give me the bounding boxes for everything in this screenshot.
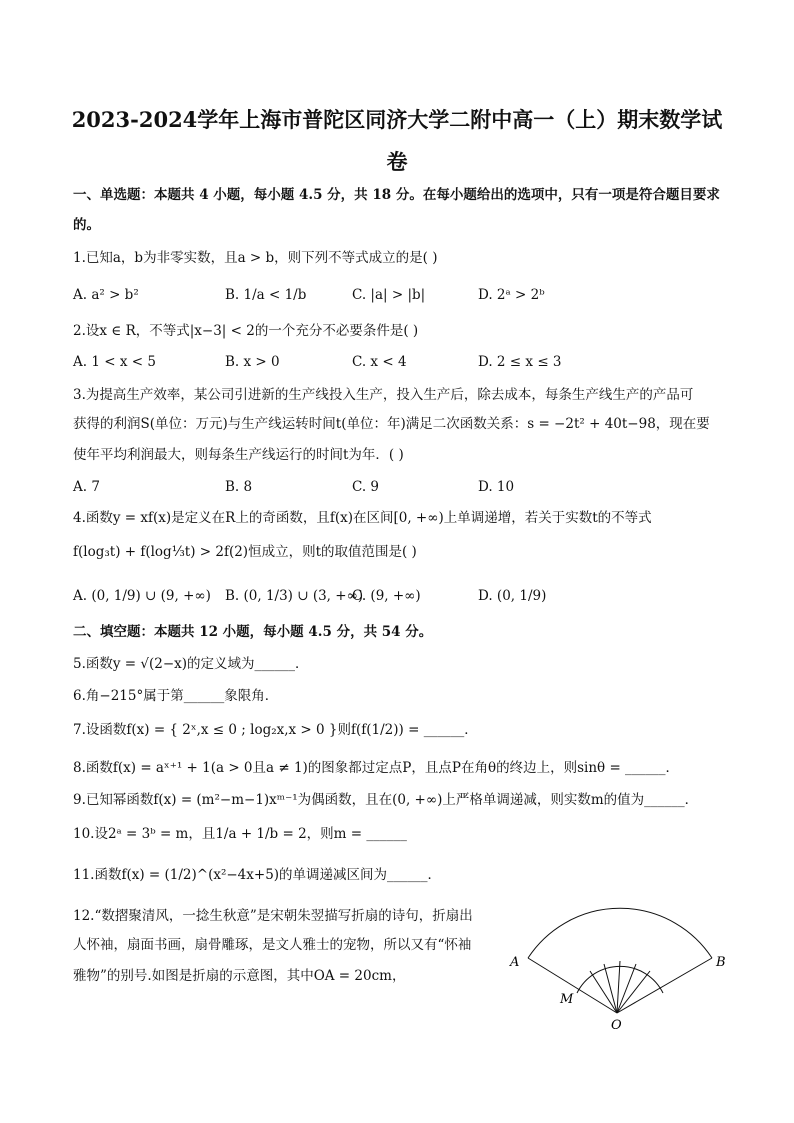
q4-option-a: A. (0, 1/9) ∪ (9, +∞): [73, 588, 211, 604]
q4-option-c: C. (9, +∞): [352, 588, 421, 604]
q12-line2: 人怀袖，扇面书画，扇骨雕琢，是文人雅士的宠物，所以又有“怀袖: [73, 937, 472, 953]
fan-outer-arc: [528, 908, 712, 958]
fan-inner-arc: [577, 966, 663, 993]
q1-option-c: C. |a| > |b|: [352, 287, 426, 303]
q2-stem: 2.设x ∈ R，不等式|x−3| < 2的一个充分不必要条件是( ): [73, 323, 419, 339]
q3-option-c: C. 9: [352, 479, 380, 495]
q4-option-b: B. (0, 1/3) ∪ (3, +∞): [225, 588, 364, 604]
q7: 7.设函数f(x) = { 2ˣ,x ≤ 0 ; log₂x,x > 0 }则f(f(1/2)) = ______．: [73, 722, 478, 738]
q3-option-d: D. 10: [478, 479, 515, 495]
fan-label-m: M: [560, 992, 574, 1007]
q2-option-c: C. x < 4: [352, 354, 407, 370]
q2-option-a: A. 1 < x < 5: [73, 354, 156, 370]
q2-option-b: B. x > 0: [225, 354, 280, 370]
section2-header: 二、填空题：本题共 12 小题，每小题 4.5 分，共 54 分。: [73, 624, 433, 640]
section1-header-cont: 的。: [73, 217, 100, 233]
exam-title-line1: 2023-2024学年上海市普陀区同济大学二附中高一（上）期末数学试: [71, 107, 723, 132]
q3-line2: 获得的利润S(单位：万元)与生产线运转时间t(单位：年)满足二次函数关系：s = −2t² + 40t−98，现在要: [73, 416, 710, 432]
fan-rib: [590, 971, 617, 1013]
fan-label-b: B: [716, 955, 726, 970]
folding-fan-figure: [500, 893, 740, 1033]
q10: 10.设2ᵃ = 3ᵇ = m，且1/a + 1/b = 2，则m = ______: [73, 826, 407, 842]
q4-option-d: D. (0, 1/9): [478, 588, 547, 604]
q3-line1: 3.为提高生产效率，某公司引进新的生产线投入生产，投入生产后，除去成本，每条生产线生产的产品可: [73, 387, 694, 403]
q12-line3: 雅物”的别号.如图是折扇的示意图，其中OA = 20cm，: [73, 968, 406, 984]
q6: 6.角−215°属于第______象限角．: [73, 688, 279, 704]
q1-option-d: D. 2ᵃ > 2ᵇ: [478, 287, 545, 303]
q4-line1: 4.函数y = xf(x)是定义在R上的奇函数，且f(x)在区间[0, +∞)上单调递增，若关于实数t的不等式: [73, 510, 652, 526]
q9: 9.已知幂函数f(x) = (m²−m−1)xᵐ⁻¹为偶函数，且在(0, +∞)上严格单调递减，则实数m的值为______．: [73, 792, 699, 808]
q1-option-b: B. 1/a < 1/b: [225, 287, 307, 303]
q1-option-a: A. a² > b²: [73, 287, 139, 303]
q3-option-b: B. 8: [225, 479, 253, 495]
fan-rib: [617, 971, 650, 1013]
q2-option-d: D. 2 ≤ x ≤ 3: [478, 354, 562, 370]
fan-edge-ob: [617, 958, 712, 1013]
fan-label-a: A: [510, 955, 520, 970]
exam-title-line2: 卷: [386, 149, 408, 174]
q8: 8.函数f(x) = aˣ⁺¹ + 1(a > 0且a ≠ 1)的图象都过定点P，且点P在角θ的终边上，则sinθ = ______．: [73, 760, 680, 776]
q1-stem: 1.已知a，b为非零实数，且a > b，则下列不等式成立的是( ): [73, 250, 438, 266]
q5: 5.函数y = √(2−x)的定义域为______．: [73, 656, 309, 672]
q11: 11.函数f(x) = (1/2)^(x²−4x+5)的单调递减区间为______．: [73, 867, 442, 883]
q3-line3: 使年平均利润最大，则每条生产线运行的时间t为年．( ): [73, 447, 404, 463]
q4-line2: f(log₃t) + f(log⅓t) > 2f(2)恒成立，则t的取值范围是( ): [73, 544, 417, 560]
fan-label-o: O: [611, 1018, 622, 1033]
q12-line1: 12.“数摺聚清风，一捻生秋意”是宋朝朱翌描写折扇的诗句，折扇出: [73, 908, 473, 924]
q3-option-a: A. 7: [73, 479, 100, 495]
section1-header: 一、单选题：本题共 4 小题，每小题 4.5 分，共 18 分。在每小题给出的选项中，只有一项是符合题目要求: [73, 187, 720, 203]
